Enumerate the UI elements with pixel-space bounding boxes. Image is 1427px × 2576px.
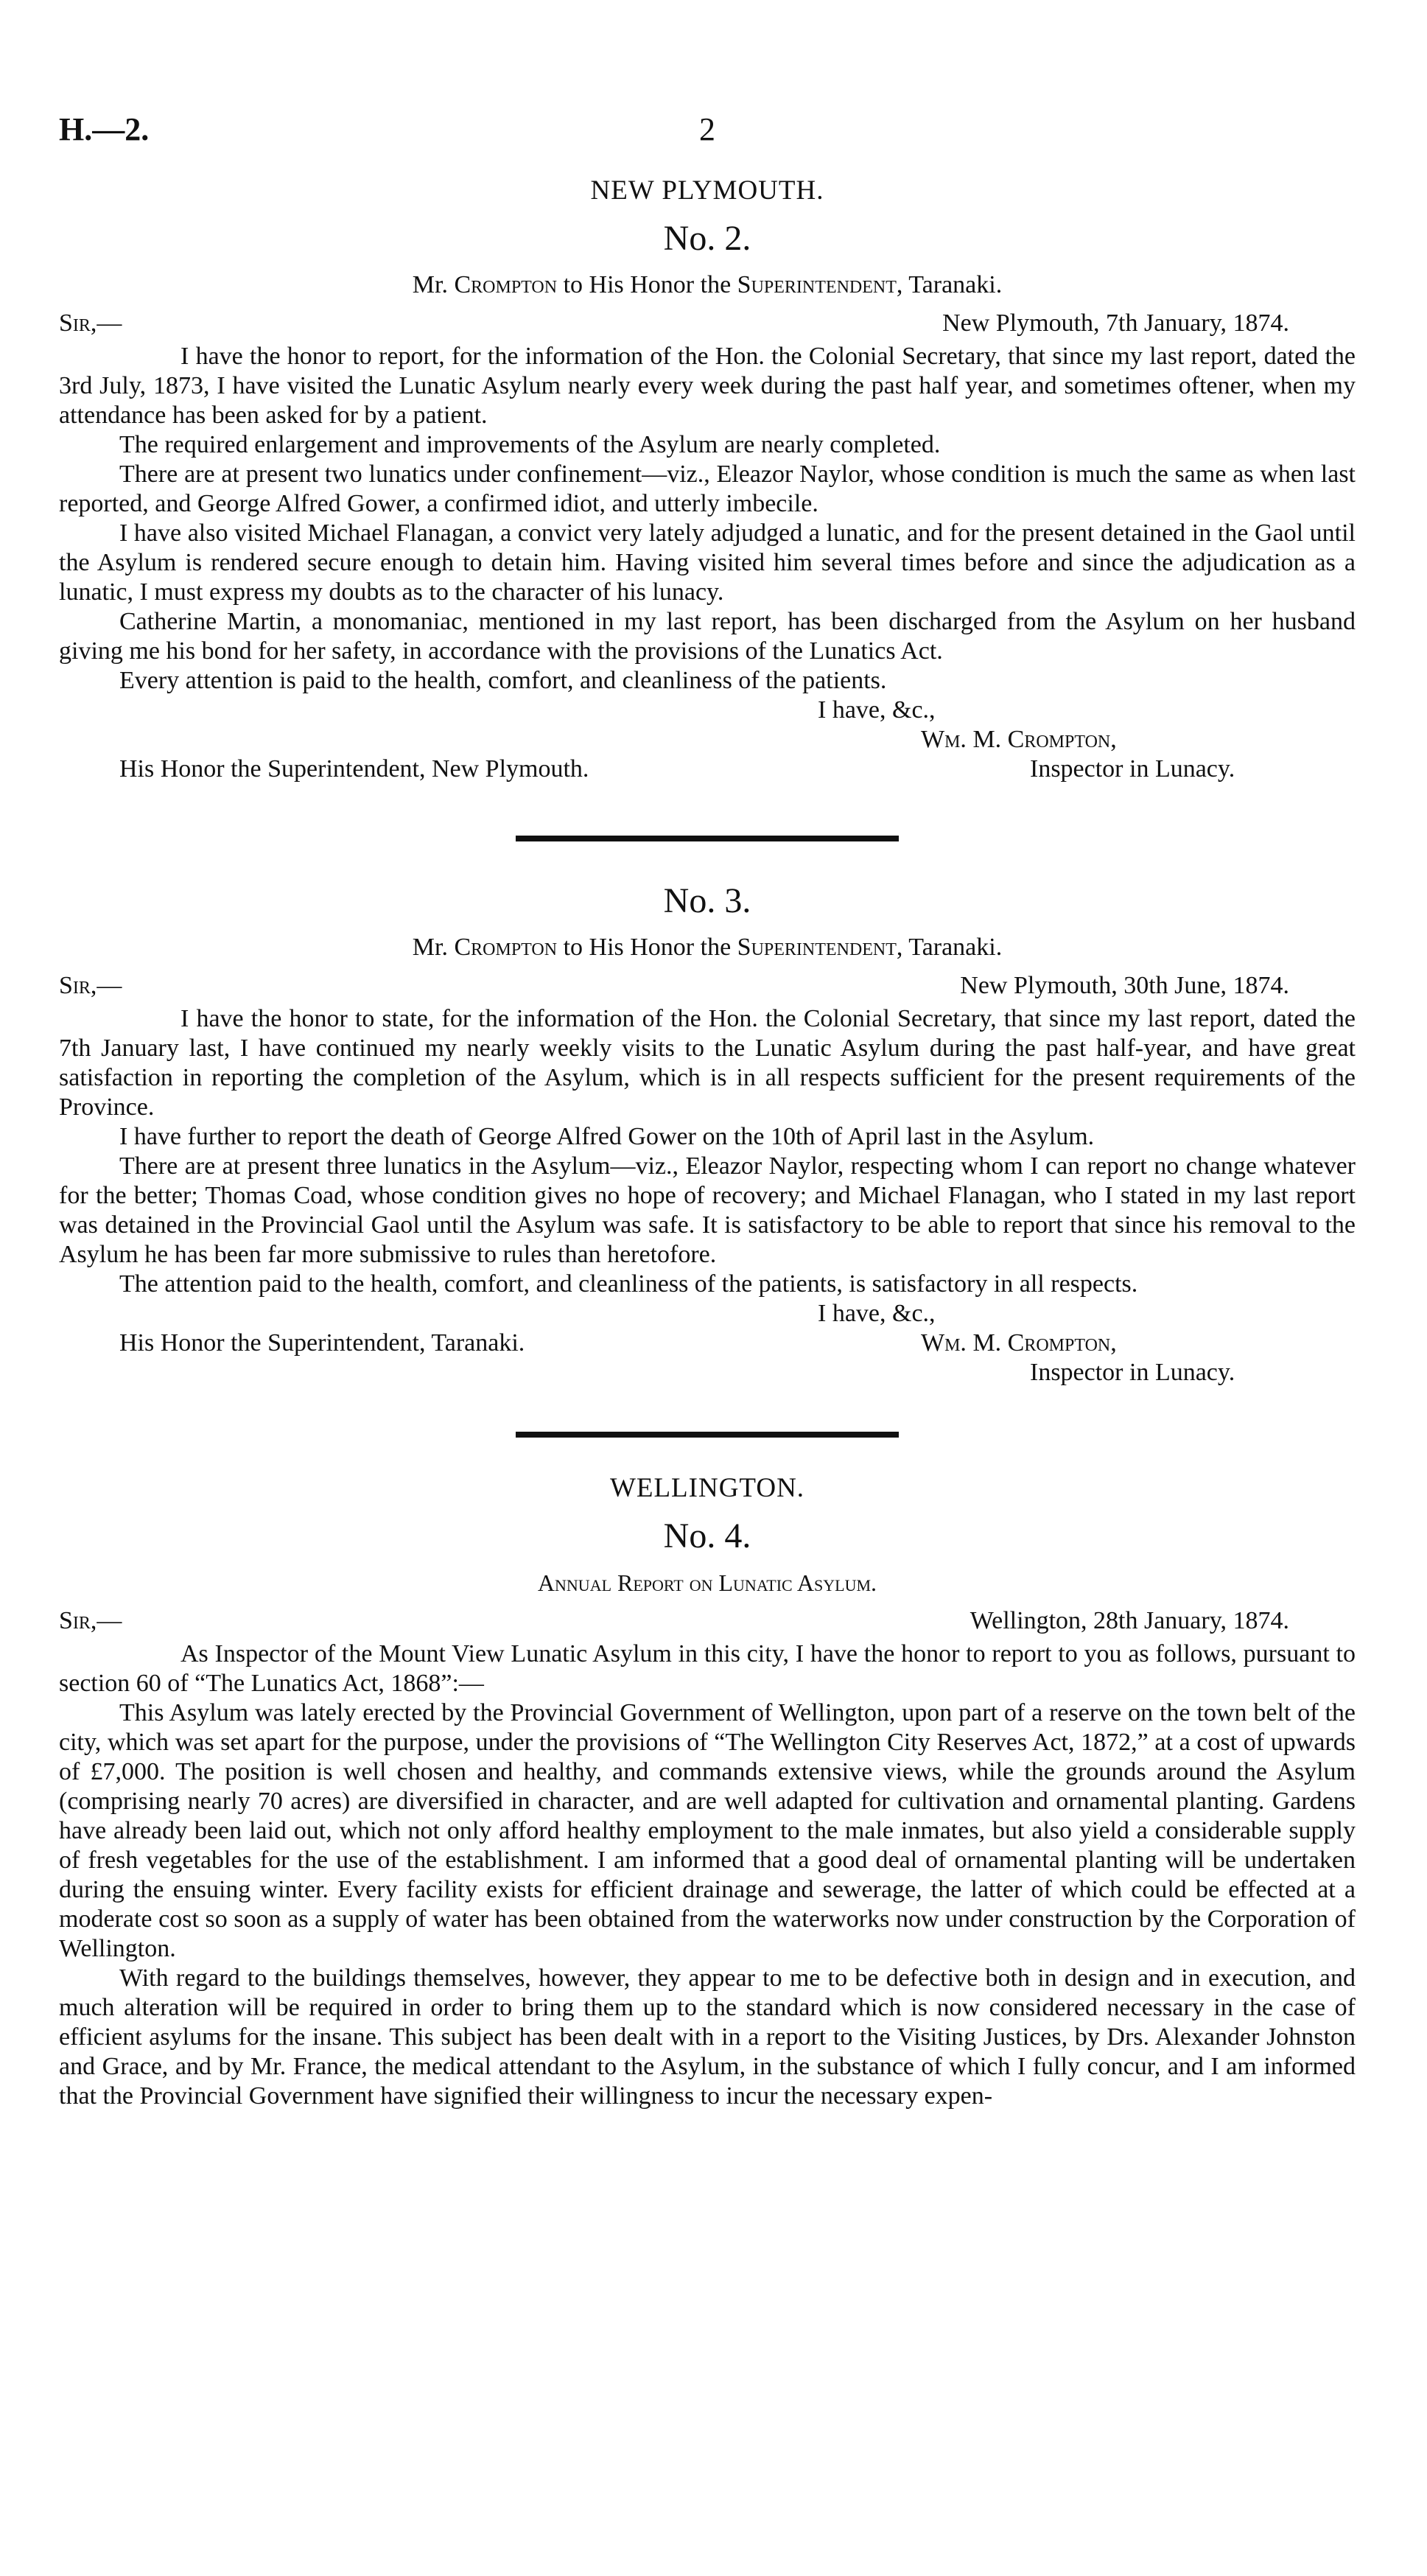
paragraph: The attention paid to the health, comfort, and cleanliness of the patients, is satisfactory in all respects.: [119, 1270, 1138, 1298]
dateline: [59, 1603, 1356, 1639]
paragraph: I have the honor to state, for the information of the Hon. the Colonial Secretary, that since my last report, dated the 7th January last, I have continued my nearly weekly visits to the Lunatic Asylum during the past half-year, and have great satisfaction in reporting the completion of the Asylum, which is in all respects sufficient for the present requirements of the Province.: [59, 1005, 1356, 1121]
document-page: [59, 111, 1356, 2111]
letter-subtitle: [59, 928, 1356, 967]
section-divider: [516, 836, 899, 841]
subtitle-text: Mr.: [412, 271, 455, 298]
signature-name: M. Crompton,: [966, 726, 1117, 753]
paragraph: Catherine Martin, a monomaniac, mentioned in my last report, has been discharged from the Asylum on her husband giving me his bond for her safety, in accordance with the provisions of the Lunatics Act.: [59, 608, 1356, 665]
signature: [921, 1329, 1117, 1358]
document-reference: H.—2.: [59, 111, 150, 147]
letter-no-3: [59, 875, 1356, 1387]
letter-no-4: [59, 1510, 1356, 2111]
signer-title: Inspector in Lunacy.: [1030, 755, 1235, 783]
paragraph: I have the honor to report, for the information of the Hon. the Colonial Secretary, that since my last report, dated the 3rd July, 1873, I have visited the Lunatic Asylum nearly every week during the past half year, and sometimes oftener, when my attendance has been asked for by a patient.: [59, 343, 1356, 429]
closing: I have, &c.,: [818, 1300, 936, 1327]
section-heading-new-plymouth: NEW PLYMOUTH.: [590, 175, 824, 206]
paragraph: This Asylum was lately erected by the Provincial Government of Wellington, upon part of a reserve on the town belt of the city, which was set apart for the purpose, under the provisions of “The Wellington City Reserves Act, 1872,” at a cost of upwards of £7,000. The position is well chosen and healthy, and commands extensive views, while the grounds around the Asylum (comprising nearly 70 acres) are diversified in character, and are well adapted for cultivation and ornamental planting. Gardens have already been laid out, which not only afford healthy employment to the male inmates, but also yield a considerable supply of fresh vegetables for the use of the establishment. I am informed that a good deal of ornamental planting will be undertaken during the ensuing winter. Every facility exists for efficient drainage and sewerage, the latter of which could be effected at a moderate cost so soon as a supply of water has been obtained from the waterworks now under construction by the Corporation of Wellington.: [59, 1699, 1356, 1962]
addressee: His Honor the Superintendent, Taranaki.: [119, 1329, 525, 1357]
dateline: [59, 967, 1356, 1004]
salutation: Sir,—: [59, 1607, 122, 1634]
addressee: His Honor the Superintendent, New Plymouth.: [119, 755, 589, 783]
paragraph: I have also visited Michael Flanagan, a convict very lately adjudged a lunatic, and for the present detained in the Gaol until the Asylum is rendered secure enough to detain him. Having visited him several times before and since the adjudication as a lunatic, I must express my doubts as to the character of his lunacy.: [59, 519, 1356, 606]
letter-number: No. 3.: [663, 881, 751, 920]
letter-number: No. 2.: [663, 219, 751, 258]
letter-date: Wellington, 28th January, 1874.: [970, 1607, 1289, 1634]
paragraph: As Inspector of the Mount View Lunatic Asylum in this city, I have the honor to report to you as follows, pursuant to section 60 of “The Lunatics Act, 1868”:—: [59, 1640, 1356, 1697]
salutation: Sir,—: [59, 309, 122, 337]
subtitle-name: Crompton: [454, 934, 558, 961]
salutation: Sir,—: [59, 972, 122, 999]
letter-number: No. 4.: [663, 1516, 751, 1555]
paragraph: There are at present three lunatics in the Asylum—viz., Eleazor Naylor, respecting whom I can report no change whatever for the better; Thomas Coad, whose condition gives no hope of recovery; and Michael Flanagan, who I stated in my last report was detained in the Provincial Gaol until the Asylum was safe. It is satisfactory to be able to report that since his removal to the Asylum he has been far more submissive to rules than heretofore.: [59, 1152, 1356, 1268]
signature-block: [59, 696, 1356, 784]
paragraph: There are at present two lunatics under confinement—viz., Eleazor Naylor, whose condition is much the same as when last reported, and George Alfred Gower, a confirmed idiot, and utterly imbecile.: [59, 461, 1356, 517]
signature-prefix: Wm.: [921, 726, 967, 753]
subtitle-text: to His Honor the: [557, 934, 737, 961]
subtitle-title: Superintendent: [737, 934, 897, 961]
section-divider: [516, 1432, 899, 1438]
paragraph: Every attention is paid to the health, comfort, and cleanliness of the patients.: [119, 667, 887, 694]
paragraph: The required enlargement and improvements of the Asylum are nearly completed.: [119, 431, 941, 458]
paragraph: I have further to report the death of George Alfred Gower on the 10th of April last in the Asylum.: [119, 1123, 1095, 1150]
subtitle-text: Mr.: [412, 934, 455, 961]
subtitle-title: Superintendent: [737, 271, 897, 298]
subtitle-text: to His Honor the: [557, 271, 737, 298]
closing: I have, &c.,: [818, 696, 936, 724]
signature-row: [59, 755, 1356, 784]
signature-row: [59, 1329, 1356, 1358]
section-heading-wellington: WELLINGTON.: [609, 1473, 805, 1503]
signature-name: M. Crompton,: [966, 1329, 1117, 1357]
letter-subtitle: Annual Report on Lunatic Asylum.: [537, 1569, 877, 1596]
paragraph: With regard to the buildings themselves, however, they appear to me to be defective both in design and in execution, and much alteration will be required in order to bring them up to the standard which is now considered necessary in the case of efficient asylums for the insane. This subject has been dealt with in a report to the Visiting Justices, by Drs. Alexander Johnston and Grace, and by Mr. France, the medical attendant to the Asylum, in the substance of which I fully concur, and I am informed that the Provincial Government have signified their willingness to incur the necessary expen-: [59, 1964, 1356, 2110]
letter-date: New Plymouth, 7th January, 1874.: [942, 309, 1289, 337]
subtitle-text: , Taranaki.: [896, 271, 1003, 298]
subtitle-name: Crompton: [454, 271, 558, 298]
page-number: 2: [699, 111, 715, 147]
signer-title: Inspector in Lunacy.: [1030, 1359, 1235, 1386]
page-header: [59, 111, 1356, 162]
signature-prefix: Wm.: [921, 1329, 967, 1357]
subtitle-text: , Taranaki.: [896, 934, 1003, 961]
signature-row: [59, 1358, 1356, 1387]
signature: [59, 725, 1356, 755]
letter-no-2: [59, 212, 1356, 784]
letter-date: New Plymouth, 30th June, 1874.: [960, 972, 1289, 999]
letter-subtitle: [59, 265, 1356, 305]
signature-block: [59, 1299, 1356, 1387]
dateline: [59, 305, 1356, 342]
